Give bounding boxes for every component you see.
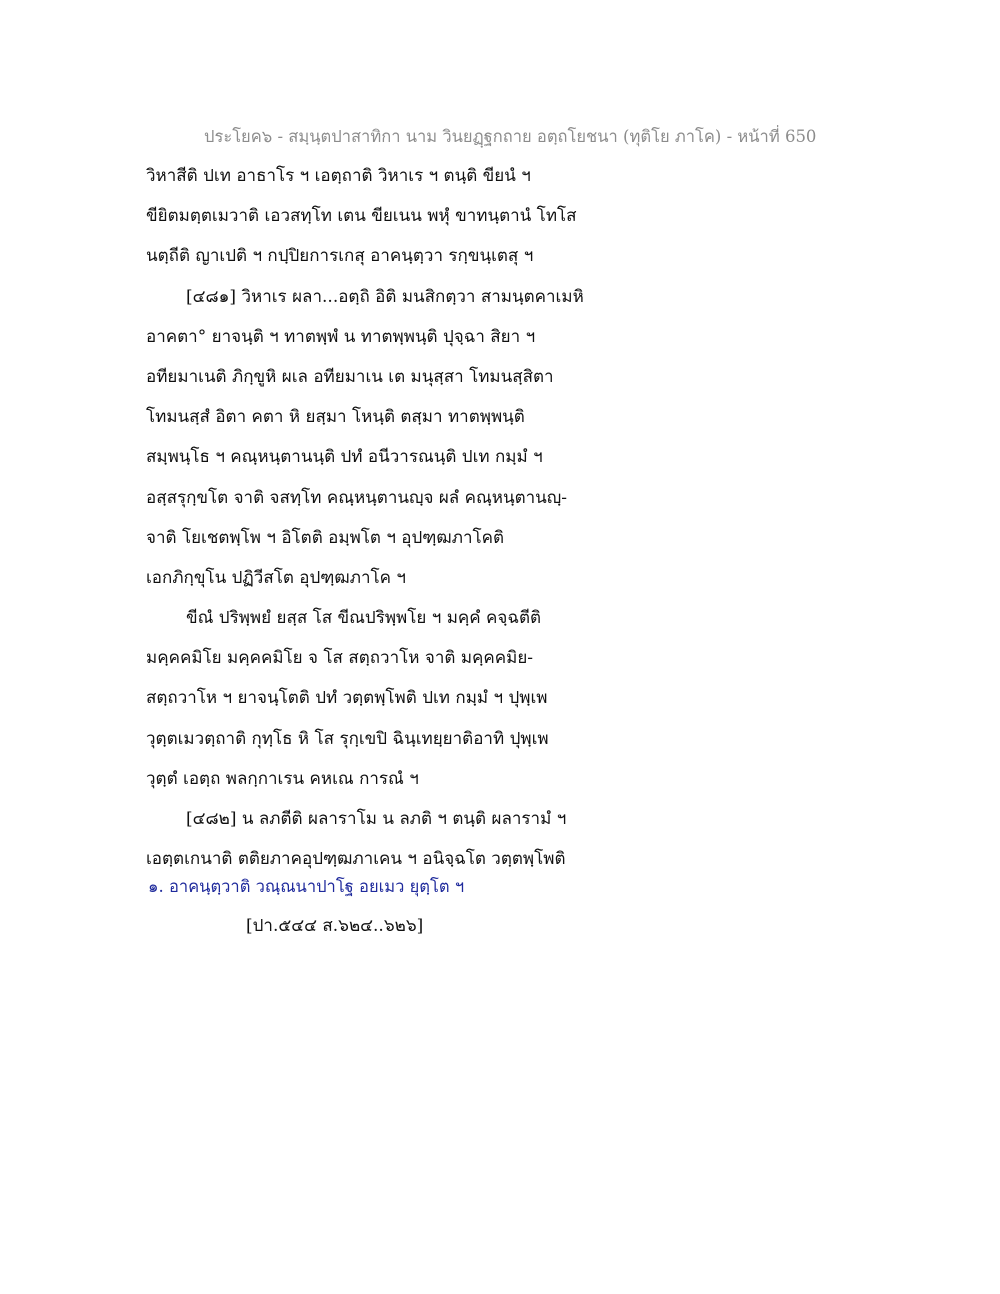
paragraph-start-482: [๔๘๒] น ลภตีติ ผลาราโม น ลภติ ฯ ตนฺติ ผลารามํ ฯ — [186, 809, 567, 829]
body-line: วุตฺตํ เอตฺถ พลกฺกาเรน คหเณ การณํ ฯ — [146, 768, 419, 789]
body-line: นตฺถีติ ญาเปติ ฯ กปฺปิยการเกสุ อาคนฺตฺวา รกฺขนฺเตสุ ฯ — [146, 246, 534, 267]
paragraph-start: ขีณํ ปริพฺพยํ ยสฺส โส ขีณปริพฺพโย ฯ มคฺคํ คจฺฉตีติ — [186, 608, 542, 629]
body-line: อทียมาเนติ ภิกฺขูหิ ผเล อทียมาเน เต มนุสฺสา โทมนสฺสิตา — [146, 366, 554, 387]
body-line: โทมนสฺสํ อิตา คตา หิ ยสฺมา โหนฺติ ตสฺมา ทาตพฺพนฺติ — [146, 407, 525, 428]
body-line: เอตฺตเกนาติ ตติยภาคอุปฑฺฒภาเคน ฯ อนิจฺฉโต วตฺตพฺโพติ — [146, 849, 566, 870]
paragraph-start-481: [๔๘๑] วิหาเร ผลา...อตฺถิ อิติ มนสิกตฺวา สามนฺตคาเมหิ — [186, 286, 584, 307]
footnote: ๑. อาคนฺตฺวาติ วณฺณนาปาโฐ อยเมว ยุตฺโต ฯ — [148, 877, 465, 896]
body-line: มคฺคคมิโย มคฺคคมิโย จ โส สตฺถวาโห จาติ มคฺคคมิย- — [146, 648, 534, 669]
body-line: สมฺพนฺโธ ฯ คณฺหนฺตานนฺติ ปทํ อนีวารณนฺติ ปเท กมฺมํ ฯ — [146, 447, 543, 468]
body-text — [146, 158, 706, 881]
body-line: เอกภิกฺขุโน ปฏิวีสโต อุปฑฺฒภาโค ฯ — [146, 567, 406, 588]
page-reference: [ปา.๕๔๔ ส.๖๒๔..๖๒๖] — [246, 916, 424, 936]
body-line: จาติ โยเชตพฺโพ ฯ อิโตติ อมฺพโต ฯ อุปฑฺฒภาโคติ — [146, 527, 505, 548]
body-line: อาคตา° ยาจนฺติ ฯ ทาตพฺพํ น ทาตพฺพนฺติ ปุจฺฉา สิยา ฯ — [146, 326, 536, 347]
body-line: สตฺถวาโห ฯ ยาจนฺโตติ ปทํ วตฺตพฺโพติ ปเท กมฺมํ ฯ ปุพฺเพ — [146, 688, 548, 709]
body-line: ขียิตมตฺตเมวาติ เอวสทฺโท เตน ขียเนน พหุํ ขาทนฺตานํ โทโส — [146, 206, 577, 227]
body-line: วุตฺตเมวตฺถาติ กุทฺโธ หิ โส รุกฺเขปิ ฉินฺเทยฺยาติอาทิ ปุพฺเพ — [146, 728, 549, 749]
body-line: วิหาสีติ ปเท อาธาโร ฯ เอตฺถาติ วิหาเร ฯ ตนฺติ ขียนํ ฯ — [146, 166, 531, 186]
running-header: ประโยค๖ - สมฺนฺตปาสาทิกา นาม วินยฏฺฐกถาย อตฺถโยชนา (ทุติโย ภาโค) - หน้าที่ 650 — [204, 127, 817, 146]
body-line: อสฺสรุกฺขโต จาติ จสทฺโท คณฺหนฺตานญฺจ ผลํ คณฺหนฺตานญฺ- — [146, 487, 568, 508]
